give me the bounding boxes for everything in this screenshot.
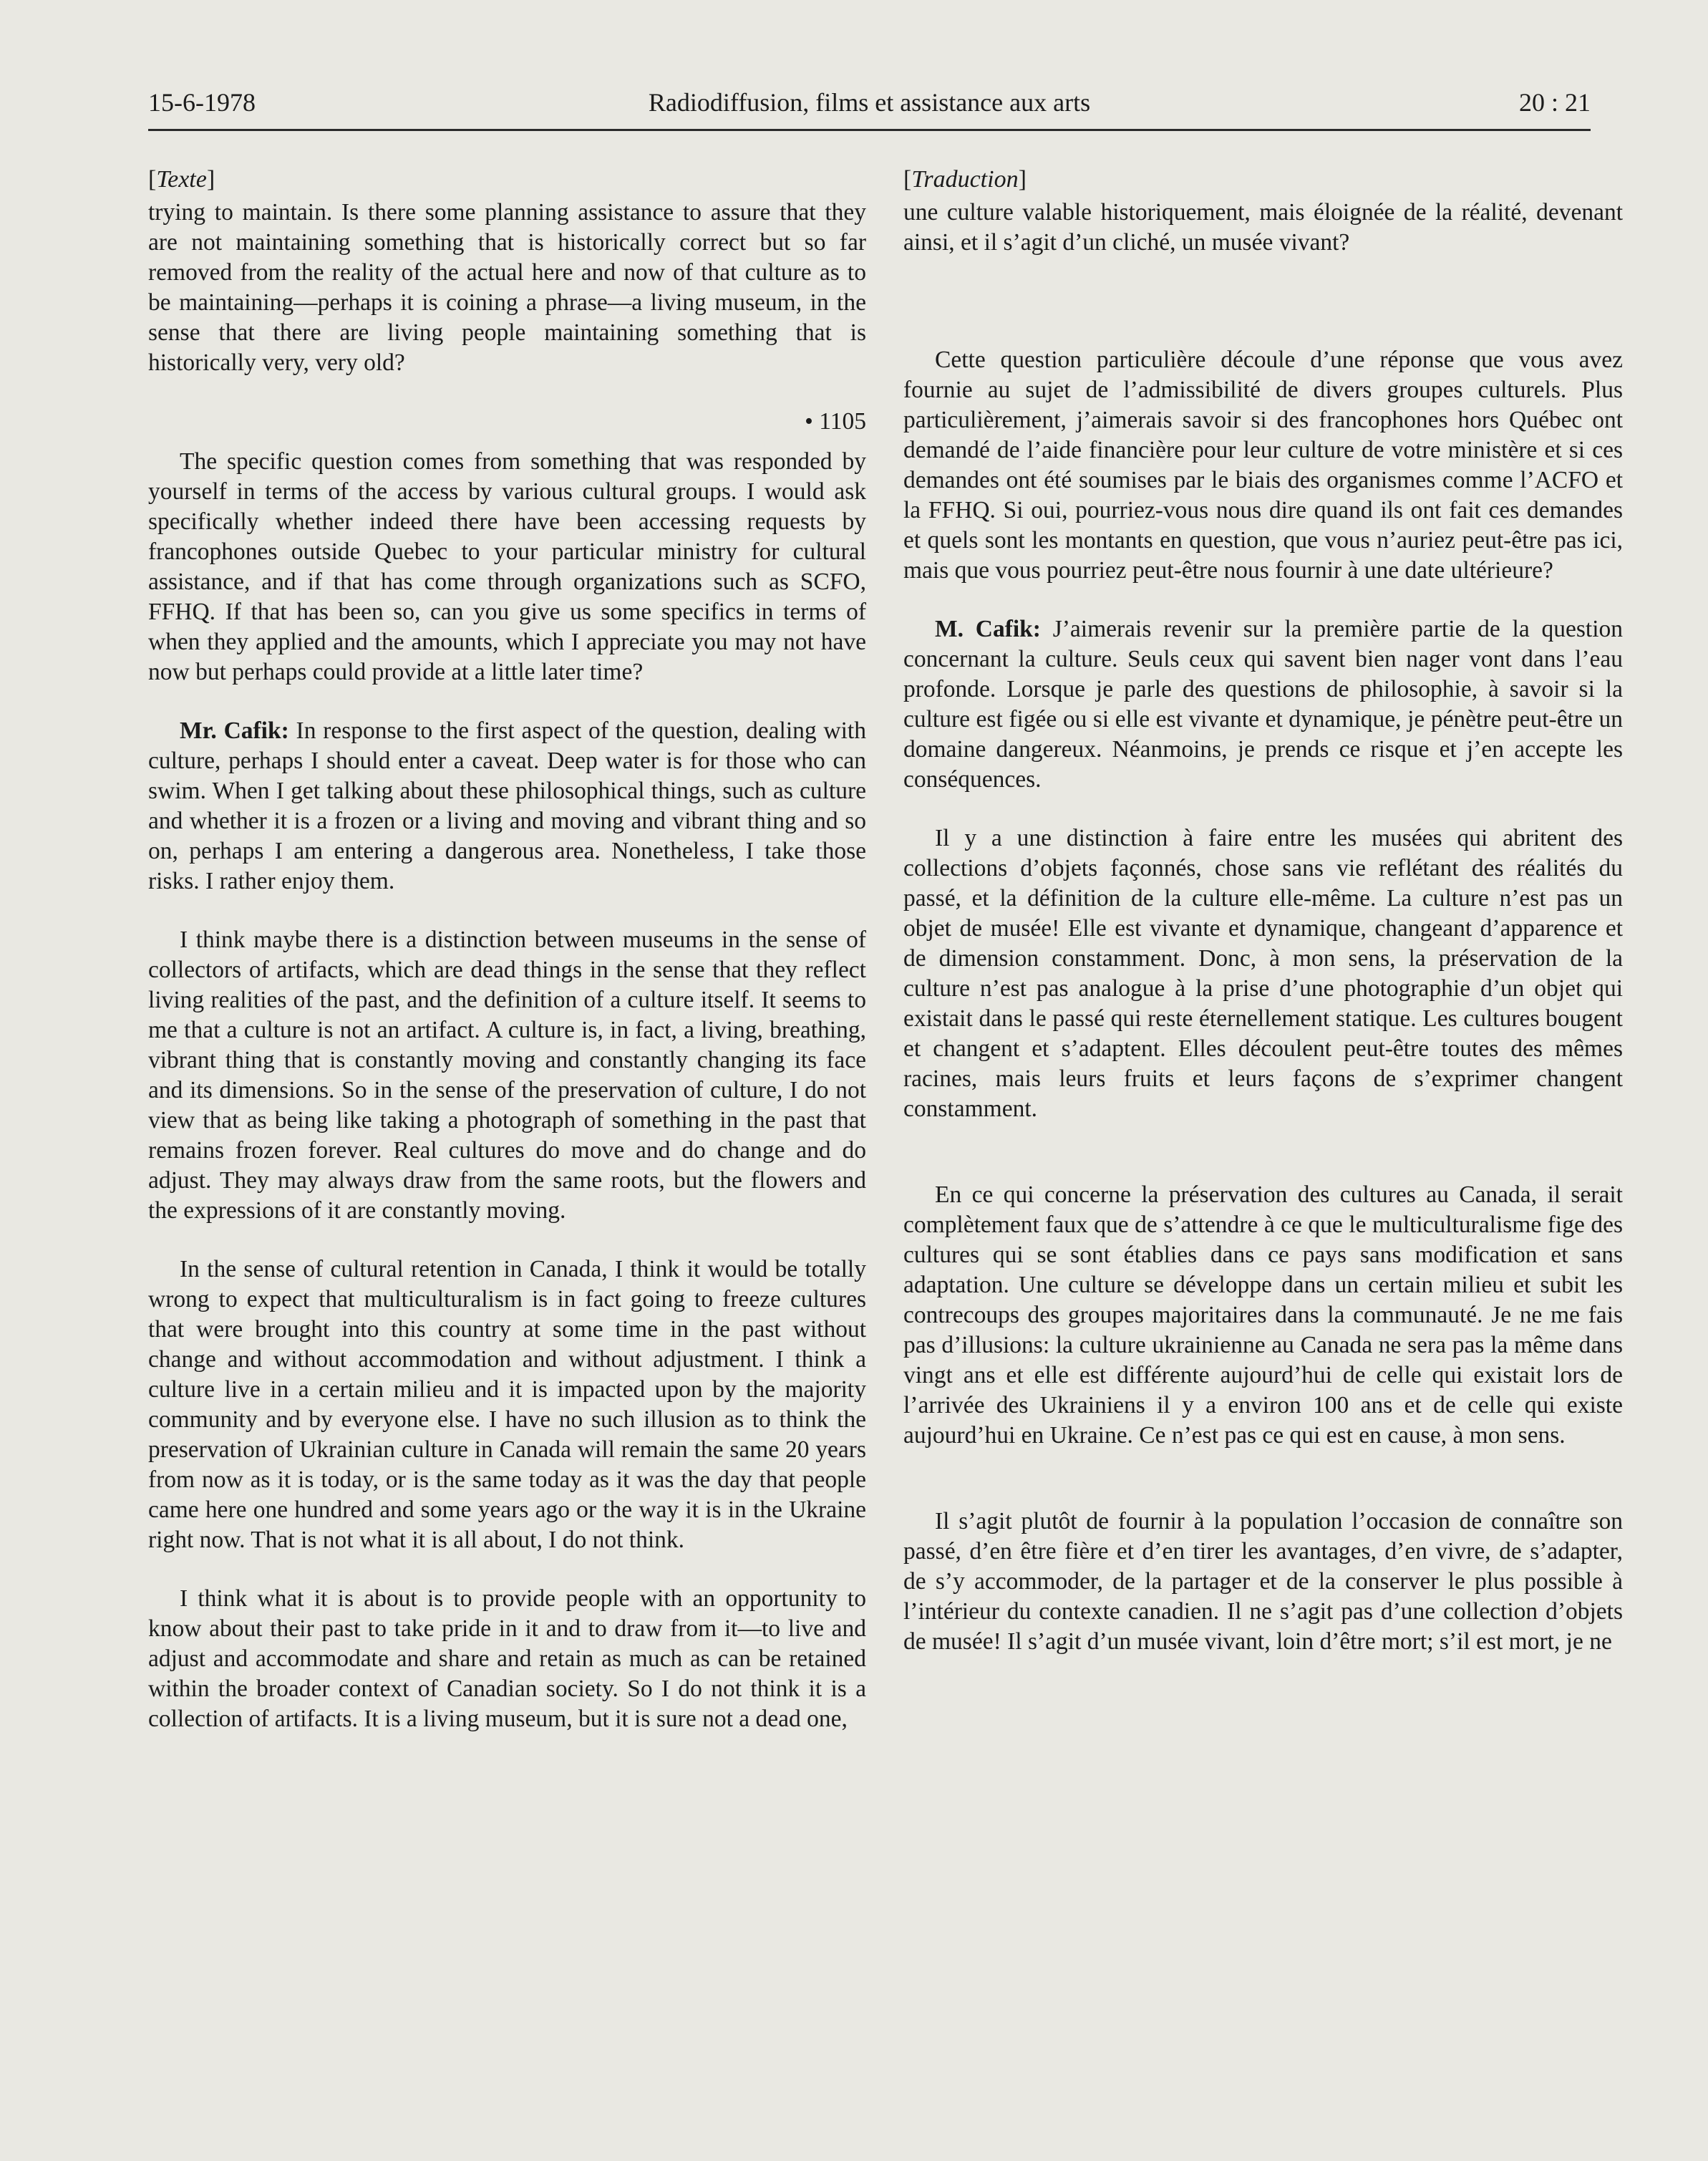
header-page-number: 20 : 21 <box>1518 88 1591 117</box>
paragraph: En ce qui concerne la préservation des cultures au Canada, il serait complètement faux que de s’attendre à ce que le multiculturalisme fige des cultures qui se sont établies dans ce pays sans modification et sans adaptation. Une culture se développe dans un certain milieu et subit les contrecoups des groupes majoritaires dans la communauté. Je ne me fais pas d’illusions: la culture ukrainienne au Canada ne sera pas la même dans vingt ans et elle est différente aujourd’hui de celle qui existait lors de l’arrivée des Ukrainiens il y a environ 100 ans et de celle qui existe aujourd’hui en Ukraine. Ce n’est pas ce qui est en cause, à mon sens. <box>903 1181 1623 1449</box>
time-marker: • 1105 <box>805 408 866 435</box>
paragraph: In the sense of cultural retention in Canada, I think it would be totally wrong to expect that multiculturalism is in fact going to freeze cultures that were brought into this country at some time in the past without change and without accommodation and without adjustment. I think a culture live in a certain milieu and it is impacted upon by the majority community and by everyone else. I have no such illusion as to think the preservation of Ukrainian culture in Canada will remain the same 20 years from now as it is today, or is the same today as it was the day that people came here one hundred and some years ago or the way it is in the Ukraine right now. That is not what it is all about, I do not think. <box>148 1256 866 1553</box>
speaker-name: Mr. Cafik: <box>180 717 289 744</box>
paragraph: Il y a une distinction à faire entre les musées qui abritent des collections d’objets façonnés, chose sans vie reflétant des réalités du passé, et la définition de la culture elle-même. La culture n’est pas un objet de musée! Elle est vivante et dynamique, changeant d’apparence et de dimension constamment. Donc, à mon sens, la préservation de la culture n’est pas analogue à la prise d’une photographie d’un objet qui existait dans le passé qui reste éternellement statique. Les cultures bougent et changent et s’adaptent. Elles découlent peut-être toutes des mêmes racines, mais leurs fruits et leurs façons de s’exprimer changent constamment. <box>903 825 1623 1122</box>
paragraph: Mr. Cafik: In response to the first aspect of the question, dealing with culture, perhaps I should enter a caveat. Deep water is for those who can swim. When I get talking about these philosophical things, such as culture and whether it is a frozen or a living and moving and vibrant thing and so on, perhaps I am entering a dangerous area. Nonetheless, I take those risks. I rather enjoy them. <box>148 717 866 894</box>
paragraph: Il s’agit plutôt de fournir à la population l’occasion de connaître son passé, d’en être fière et d’en tirer les avantages, d’en vivre, de s’adapter, de s’y accommoder, de la partager et de la conserver le plus possible à l’intérieur du contexte canadien. Il ne s’agit pas d’une collection d’objets de musée! Il s’agit d’un musée vivant, loin d’être mort; s’il est mort, je ne <box>903 1508 1623 1655</box>
english-column <box>148 165 866 1734</box>
translation-label: [Traduction] <box>903 166 1027 193</box>
paragraph: trying to maintain. Is there some planning assistance to assure that they are not maintaining something that is historically correct but so far removed from the reality of the actual here and now of that culture as to be maintaining—perhaps it is coining a phrase—a living museum, in the sense that there are living people maintaining something that is historically very, very old? <box>148 199 866 376</box>
paragraph: M. Cafik: J’aimerais revenir sur la première partie de la question concernant la culture. Seuls ceux qui savent bien nager vont dans l’eau profonde. Lorsque je parle des questions de philosophie, à savoir si la culture est figée ou si elle est vivante et dynamique, je pénètre peut-être un domaine dangereux. Néanmoins, je prends ce risque et j’en accepte les conséquences. <box>903 616 1624 793</box>
speaker-name: M. Cafik: <box>935 616 1041 642</box>
paragraph: I think maybe there is a distinction between museums in the sense of collectors of artifacts, which are dead things in the sense that they reflect living realities of the past, and the definition of a culture itself. It seems to me that a culture is not an artifact. A culture is, in fact, a living, breathing, vibrant thing that is constantly moving and constantly changing its face and its dimensions. So in the sense of the preservation of culture, I do not view that as being like taking a photograph of something in the past that remains frozen forever. Real cultures do move and do change and do adjust. They may always draw from the same roots, but the flowers and the expressions of it are constantly moving. <box>148 927 866 1224</box>
paragraph: Cette question particulière découle d’une réponse que vous avez fournie au sujet de l’admissibilité de divers groupes culturels. Plus particulièrement, j’aimerais savoir si des francophones hors Québec ont demandé de l’aide financière pour leur culture de votre ministère et si ces demandes ont été soumises par le biais des organismes comme l’ACFO et la FFHQ. Si oui, pourriez-vous nous dire quand ils ont fait ces demandes et quels sont les montants en question, que vous n’auriez peut-être pas ici, mais que vous pourriez peut-être nous fournir à une date ultérieure? <box>903 347 1623 584</box>
header-title: Radiodiffusion, films et assistance aux arts <box>648 88 1091 117</box>
paragraph: I think what it is about is to provide people with an opportunity to know about their past to take pride in it and to draw from it—to live and adjust and accommodate and share and retain as much as can be retained within the broader context of Canadian society. So I do not think it is a collection of artifacts. It is a living museum, but it is sure not a dead one, <box>148 1585 866 1732</box>
french-column <box>903 165 1623 1657</box>
header-date: 15-6-1978 <box>148 88 256 117</box>
paragraph: The specific question comes from something that was responded by yourself in terms of the access by various cultural groups. I would ask specifically whether indeed there have been accessing requests by francophones outside Quebec to your particular ministry for cultural assistance, and if that has come through organizations such as SCFO, FFHQ. If that has been so, can you give us some specifics in terms of when they applied and the amounts, which I appreciate you may not have now but perhaps could provide at a little later time? <box>148 448 866 685</box>
text-label: [Texte] <box>148 166 215 193</box>
paragraph: une culture valable historiquement, mais éloignée de la réalité, devenant ainsi, et il s’agit d’un cliché, un musée vivant? <box>903 199 1623 256</box>
running-header <box>148 84 1591 131</box>
